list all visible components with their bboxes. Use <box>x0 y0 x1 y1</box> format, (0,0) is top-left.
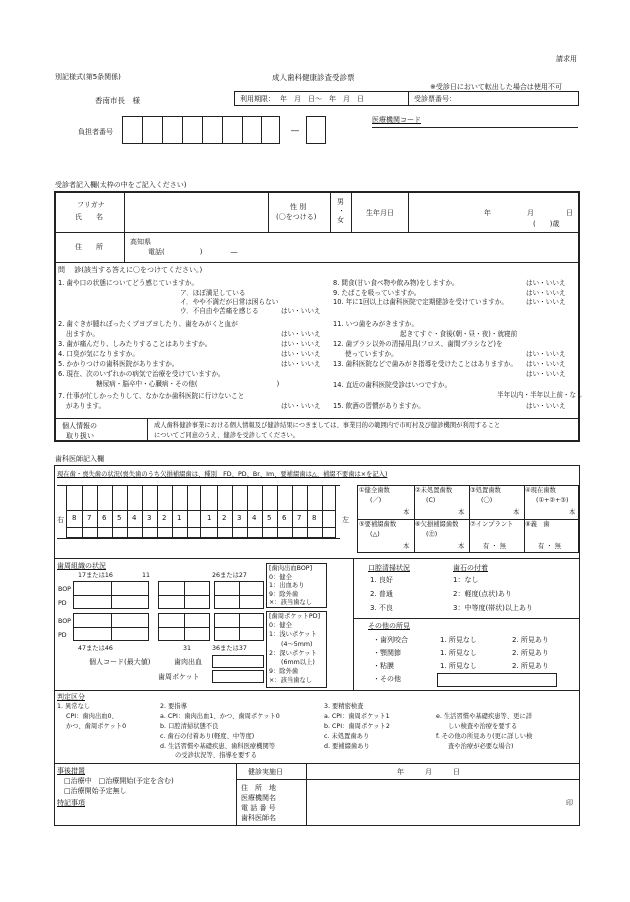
rule-line <box>239 581 240 609</box>
dash: ― <box>291 126 299 135</box>
judgement-title: 判定区分 <box>57 693 85 701</box>
count-label: ①健全歯数 <box>359 487 390 494</box>
birth-day[interactable]: 日 <box>566 209 573 217</box>
teeth-status-title: 現在歯・喪失歯の状況(喪失歯のうち欠損補綴歯は、種別 FD、PD、Br、Im、要補綴歯は△、補綴不要歯は×を記入) <box>57 471 388 478</box>
count-symbol: (〇) <box>481 497 493 504</box>
finding-name: ・その他 <box>373 675 401 683</box>
tooth-number: 8 <box>312 514 317 522</box>
question-text: 8. 間食(甘い食べ物や飲み物)をしますか。 <box>333 279 459 287</box>
calculus-option-3[interactable]: 3：中等度(帯状)以上あり <box>453 604 533 612</box>
tooth-number: 3 <box>147 514 152 522</box>
rule-line <box>414 485 415 553</box>
sex-female[interactable]: 女 <box>337 216 344 224</box>
finding-name: ・粘膜 <box>373 662 394 670</box>
after-measures-option-1[interactable]: □治療中 □治療開始(予定を含む) <box>64 777 174 785</box>
yes-no-choice[interactable]: はい・いいえ <box>281 350 321 358</box>
count-label: ⑦インプラント <box>470 521 514 528</box>
question-text: 15. 飲酒の習慣がありますか。 <box>333 402 425 410</box>
count-label: ⑤要補綴歯数 <box>359 521 397 528</box>
institution-phone-label: 電 話 番 号 <box>241 804 276 812</box>
question-text: ウ．不自由や苦痛を感じる <box>180 307 259 315</box>
count-symbol: (C) <box>426 497 436 504</box>
question-text: 11. いつ歯をみがきますか。 <box>333 320 419 328</box>
perio-row-label: BOP <box>58 618 71 625</box>
judgement-item[interactable]: CPI：歯肉出血0、 <box>66 713 118 720</box>
tooth-number: 3 <box>237 514 242 522</box>
phone[interactable]: 電話( ) ― <box>148 248 238 256</box>
birth-month[interactable]: 月 <box>527 209 534 217</box>
rule-line <box>97 485 98 538</box>
count-unit: 本 <box>458 509 465 516</box>
question-text: があります。 <box>66 402 106 410</box>
period-value[interactable]: 年 月 日～ 年 月 日 <box>280 95 364 103</box>
institution-code-label: 医療機関コード <box>372 116 421 124</box>
tooth-number: 1 <box>177 514 182 522</box>
question-text: 半年以内・半年以上前・なし <box>497 391 583 399</box>
payer-number-boxes[interactable] <box>122 116 280 144</box>
perio-row-label: PD <box>58 632 67 639</box>
perio-row-label: PD <box>58 600 67 607</box>
special-notes-label: 特記事項 <box>57 799 85 807</box>
exam-date[interactable]: 年 月 日 <box>397 768 460 776</box>
bop-legend-item: 9：除外歯 <box>269 590 299 598</box>
question-text: 9. たばこを吸っていますか。 <box>333 289 421 297</box>
exam-date-label: 健診実施日 <box>248 768 283 776</box>
rule-line <box>469 485 470 553</box>
judgement-item[interactable]: かつ、歯周ポケット0 <box>66 723 127 730</box>
finding-option-present[interactable]: 2. 所見あり <box>512 636 549 644</box>
yes-no-choice[interactable]: はい・いいえ <box>281 340 321 348</box>
count-label: ⑥欠損補綴歯数 <box>415 521 459 528</box>
rule-line <box>57 538 340 539</box>
name-label: 氏 名 <box>75 213 103 221</box>
calculus-option-1[interactable]: 1：なし <box>453 576 479 584</box>
privacy-text-2: についてご同意のうえ、健診を受診してください。 <box>154 432 300 439</box>
rule-line <box>187 485 188 538</box>
count-label: ②未処置歯数 <box>415 487 453 494</box>
pd-legend-item: ×：該当歯なし <box>269 677 313 685</box>
institution-name-label: 医療機関名 <box>241 794 276 802</box>
count-unit: 本 <box>403 543 410 550</box>
notice: ※受診日において転出した場合は使用不可 <box>430 83 562 91</box>
yes-no-choice[interactable]: はい・いいえ <box>281 307 321 315</box>
judgement-item[interactable]: 査や治療が必要な場合) <box>448 743 514 750</box>
dentist-section-title: 歯科医師記入欄 <box>55 455 104 463</box>
rule-line <box>232 485 233 538</box>
bop-legend-item: 1：出血あり <box>269 582 305 589</box>
count-label: ④現在歯数 <box>525 487 556 494</box>
seal-mark: 印 <box>566 799 573 807</box>
question-text: 起きてすぐ・食後(朝・昼・夜)・就寝前 <box>400 330 518 338</box>
question-text: イ．やや不満だが日常は困らない <box>180 298 279 306</box>
finding-option-none[interactable]: 1. 所見なし <box>440 662 477 670</box>
tooth-number: 4 <box>252 514 257 522</box>
yes-no-choice[interactable]: はい・いいえ <box>281 360 321 368</box>
hygiene-title: 口腔清掃状況 <box>368 564 410 572</box>
birth-label: 生年月日 <box>366 209 394 217</box>
question-text: 7. 仕事が忙しかったりして、なかなか歯科医院に行けないこと <box>58 392 245 400</box>
rule-line <box>157 485 158 538</box>
tooth-number: 7 <box>87 514 92 522</box>
tooth-number: 6 <box>102 514 107 522</box>
rule-line <box>184 613 185 641</box>
perio-bottom-label: 31 <box>183 645 192 652</box>
individual-code-label: 個人コード(最大値) <box>89 658 151 666</box>
finding-option-present[interactable]: 2. 所見あり <box>512 662 549 670</box>
rule-line <box>172 485 173 538</box>
questionnaire-heading: 問 診(該当する答えに〇をつけてください。) <box>58 266 203 274</box>
tooth-number: 1 <box>207 514 212 522</box>
rule-line <box>111 613 112 641</box>
tooth-number: 7 <box>297 514 302 522</box>
question-text: 1. 歯や口の状態についてどう感じていますか。 <box>58 279 199 287</box>
judgement-item[interactable]: a. CPI：歯周ポケット1 <box>324 713 390 720</box>
judgement-item[interactable]: a. CPI：歯肉出血1、かつ、歯周ポケット0 <box>160 713 280 720</box>
yes-no-choice[interactable]: はい・いいえ <box>281 402 321 410</box>
rule-line <box>127 485 128 538</box>
question-text: 5. かかりつけの歯科医院がありますか。 <box>58 360 179 368</box>
question-text: 12. 歯ブラシ以外の清掃用具(フロス、歯間ブラシなど)を <box>333 340 503 348</box>
tooth-number: 8 <box>72 514 77 522</box>
payer-check-box[interactable] <box>306 116 326 144</box>
rule-line <box>184 581 185 609</box>
question-text: 10. 年に1回以上は歯科医院で定期健診を受けていますか。 <box>333 298 509 306</box>
count-label: ⑧義 歯 <box>525 521 550 528</box>
privacy-text-1: 成人歯科健診事業における個人情報及び健診結果につきましては、事業目的の範囲内で市町村及び健診機関が利用すること <box>154 422 501 429</box>
form-title: 成人歯科健康診査受診票 <box>272 73 355 82</box>
after-measures-option-2[interactable]: □治療開始予定無し <box>64 787 127 795</box>
bleeding-code-field[interactable] <box>212 655 264 668</box>
count-symbol: (△) <box>370 531 380 538</box>
institution-address-label: 住 所 地 <box>241 784 276 792</box>
rule-line <box>292 485 293 538</box>
question-text: 3. 歯が痛んだり、しみたりすることはありますか。 <box>58 340 212 348</box>
address-label: 住 所 <box>75 243 103 251</box>
rule-line <box>247 485 248 538</box>
finding-option-present[interactable]: 2. 所見あり <box>512 649 549 657</box>
perio-top-label: 26または27 <box>212 572 247 579</box>
count-symbol: (／) <box>370 497 382 504</box>
perio-row-label: BOP <box>58 586 71 593</box>
rule-line <box>239 613 240 641</box>
pocket-code-field[interactable] <box>212 670 264 683</box>
hygiene-option-2[interactable]: 2. 普通 <box>370 590 393 598</box>
pd-legend-item: 2：深いポケット <box>269 649 317 657</box>
question-text: 糖尿病・脳卒中・心臓病・その他( ) <box>96 380 280 388</box>
yes-no-mark[interactable]: 有 ・ 無 <box>538 543 561 550</box>
calculus-title: 歯石の付着 <box>453 564 488 572</box>
judgement-item[interactable]: e. 生活習慣や基礎疾患等、更に詳 <box>436 713 533 720</box>
question-text: 13. 歯科医院などで歯みがき指導を受けたことはありますか。 <box>333 360 518 368</box>
birth-year[interactable]: 年 <box>484 209 491 217</box>
yes-no-choice[interactable]: はい・いいえ <box>526 360 566 368</box>
rule-line <box>307 485 308 538</box>
yes-no-choice[interactable]: はい・いいえ <box>526 402 566 410</box>
privacy-label-1: 個人情報の <box>62 422 97 430</box>
yes-no-choice[interactable]: はい・いいえ <box>526 370 566 378</box>
judgement-item[interactable]: d. 要補綴歯あり <box>324 743 370 750</box>
judgement-item[interactable]: b. 口腔清掃状態不良 <box>160 723 219 730</box>
tooth-number: 4 <box>132 514 137 522</box>
yes-no-choice[interactable]: はい・いいえ <box>526 289 566 297</box>
after-measures-title: 事後措置 <box>57 767 85 775</box>
count-unit: 本 <box>458 543 465 550</box>
pd-legend-item: 1：浅いポケット <box>269 631 317 639</box>
rule-line <box>262 485 263 538</box>
question-text: 4. 口臭が気になりますか。 <box>58 350 139 358</box>
question-text: 使っていますか。 <box>345 350 398 358</box>
yes-no-mark[interactable]: 有 ・ 無 <box>483 543 506 550</box>
question-text: 6. 現在、次のいずれかの病気で治療を受けていますか。 <box>58 370 225 378</box>
bop-legend-item: 0：健全 <box>269 573 292 581</box>
judgement-item[interactable]: 3. 要精密検査 <box>324 703 364 710</box>
rule-line <box>112 485 113 538</box>
tooth-number: 5 <box>117 514 122 522</box>
right-label: 右 <box>57 516 64 524</box>
rule-line <box>200 485 201 538</box>
tooth-number: 5 <box>267 514 272 522</box>
bleeding-label: 歯肉出血 <box>174 658 202 666</box>
count-symbol: (①+②+③) <box>536 497 569 504</box>
perio-top-label: 17または16 <box>78 572 113 579</box>
dentist-name-label: 歯科医師名 <box>241 814 276 822</box>
yes-no-choice[interactable]: はい・いいえ <box>526 279 566 287</box>
tooth-number: 2 <box>162 514 167 522</box>
privacy-label-2: 取り扱い <box>66 432 94 440</box>
judgement-item[interactable]: 2. 要指導 <box>160 703 187 710</box>
judgement-item[interactable]: 1. 異常なし <box>57 703 91 710</box>
pd-legend-item: [歯周ポケットPD] <box>269 613 321 620</box>
rule-line <box>82 485 83 538</box>
finding-option-none[interactable]: 1. 所見なし <box>440 636 477 644</box>
patient-section-title: 受診者記入欄(太枠の中をご記入ください) <box>55 181 187 189</box>
payer-label: 負担者番号 <box>78 128 113 136</box>
judgement-item[interactable]: b. CPI：歯周ポケット2 <box>324 723 390 730</box>
pd-legend-item: 0：健全 <box>269 622 292 630</box>
judgement-item[interactable]: の受診状況等、指導を要する <box>175 752 257 759</box>
left-label: 左 <box>342 516 349 524</box>
perio-title: 歯周組織の状況 <box>57 562 106 570</box>
addressee: 香南市長 様 <box>95 96 140 105</box>
yes-no-choice[interactable]: はい・いいえ <box>526 298 566 306</box>
copy-type: 請求用 <box>556 55 577 63</box>
pd-legend-item: (4～5mm) <box>281 640 313 648</box>
period-label: 利用期限： <box>240 95 275 103</box>
other-findings-title: その他の所見 <box>368 622 410 630</box>
sex-male[interactable]: 男 <box>337 198 344 206</box>
question-text: ア．ほぼ満足している <box>180 289 246 297</box>
rule-line <box>277 485 278 538</box>
question-text: 出ますか。 <box>66 330 99 338</box>
pd-legend-item: (6mm以上) <box>281 659 315 666</box>
bop-legend-item: ×：該当歯なし <box>269 599 313 606</box>
finding-option-none[interactable]: 1. 所見なし <box>440 649 477 657</box>
count-symbol: (㊧) <box>426 531 438 538</box>
calculus-option-2[interactable]: 2：軽度(点状)あり <box>453 590 512 598</box>
sex-label: 性 別 <box>290 203 307 211</box>
perio-bottom-label: 36または37 <box>212 645 247 652</box>
count-unit: 本 <box>569 509 576 516</box>
perio-top-label: 11 <box>142 572 151 579</box>
perio-bottom-label: 47または46 <box>78 645 113 652</box>
count-unit: 本 <box>403 509 410 516</box>
sex-separator: ・ <box>338 207 345 215</box>
pocket-label: 歯周ポケット <box>158 673 200 681</box>
ticket-number-label: 受診票番号： <box>414 95 456 103</box>
judgement-item[interactable]: f. その他の所見あり(更に詳しい検 <box>436 733 533 740</box>
finding-name: ・顎関節 <box>373 649 401 657</box>
rule-line <box>217 485 218 538</box>
sex-note: (〇をつける) <box>276 213 317 221</box>
finding-name: ・歯列咬合 <box>373 636 408 644</box>
yes-no-choice[interactable]: はい・いいえ <box>526 350 566 358</box>
hygiene-option-3[interactable]: 3. 不良 <box>370 604 393 612</box>
rule-line <box>322 485 323 538</box>
question-text: 14. 直近の歯科医院受診はいつですか。 <box>333 381 452 389</box>
judgement-item[interactable]: c. 歯石の付着あり(軽度、中等度) <box>160 733 255 740</box>
rule-line <box>66 510 336 511</box>
rule-line <box>524 485 525 553</box>
pd-legend-item: 9：除外歯 <box>269 668 299 676</box>
teeth-grid-frame <box>66 485 336 538</box>
count-unit: 本 <box>513 509 520 516</box>
yes-no-choice[interactable]: はい・いいえ <box>281 330 321 338</box>
judgement-item[interactable]: d. 生活習慣や基礎疾患、歯科医療機関等 <box>160 743 276 750</box>
question-text: 2. 歯ぐきが腫れぼったくブヨブヨしたり、歯をみがくと血が <box>58 320 238 328</box>
tooth-number: 6 <box>282 514 287 522</box>
rule-line <box>142 485 143 538</box>
judgement-item[interactable]: しい検査や治療を要する <box>448 723 518 730</box>
bop-legend-item: [歯肉出血BOP] <box>269 565 313 572</box>
form-number: 別記様式(第5条関係) <box>55 73 121 81</box>
rule-line <box>66 527 336 528</box>
age[interactable]: ( )歳 <box>533 220 560 228</box>
count-label: ③処置歯数 <box>470 487 501 494</box>
hygiene-option-1[interactable]: 1. 良好 <box>370 576 393 584</box>
prefecture[interactable]: 高知県 <box>130 238 151 246</box>
tooth-number: 2 <box>222 514 227 522</box>
rule-line <box>357 519 579 520</box>
other-findings-field[interactable] <box>437 673 557 687</box>
judgement-item[interactable]: c. 未処置歯あり <box>324 733 370 740</box>
furigana-label: フリガナ <box>77 201 105 209</box>
rule-line <box>111 581 112 609</box>
